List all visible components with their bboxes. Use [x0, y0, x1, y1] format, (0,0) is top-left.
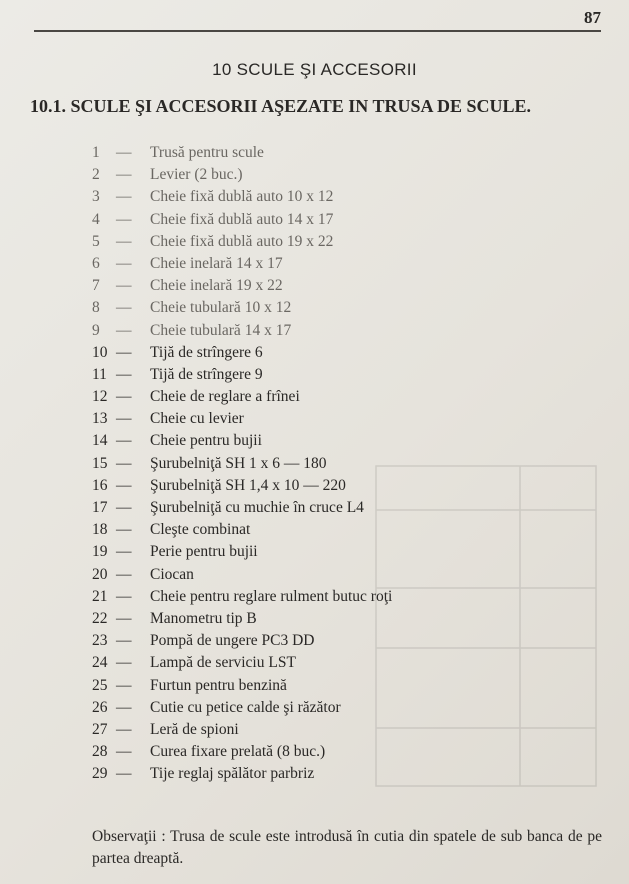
list-item — [92, 697, 612, 719]
item-dash: — — [116, 232, 132, 250]
item-number: 13 — [92, 410, 108, 428]
item-text: Cheie tubulară 14 x 17 — [150, 321, 292, 339]
item-text: Cheie fixă dublă auto 14 x 17 — [150, 210, 334, 228]
item-dash: — — [116, 254, 132, 272]
item-number: 15 — [92, 454, 108, 472]
item-text: Tije reglaj spălător parbriz — [150, 765, 315, 783]
item-dash: — — [116, 565, 132, 583]
item-number: 5 — [92, 232, 100, 250]
item-number: 11 — [92, 365, 107, 383]
item-number: 19 — [92, 543, 108, 561]
list-item — [92, 408, 612, 430]
item-dash: — — [116, 454, 132, 472]
item-number: 29 — [92, 765, 108, 783]
item-text: Cheie fixă dublă auto 19 x 22 — [150, 232, 334, 250]
item-number: 14 — [92, 432, 108, 450]
list-item — [92, 741, 612, 763]
item-number: 2 — [92, 166, 100, 184]
item-text: Tijă de strîngere 6 — [150, 343, 263, 361]
item-text: Şurubelniţă SH 1,4 x 10 — 220 — [150, 476, 346, 494]
item-dash: — — [116, 144, 132, 161]
item-text: Cutie cu petice calde şi răzător — [150, 698, 341, 716]
list-item — [92, 475, 612, 497]
item-dash: — — [116, 765, 132, 783]
item-dash: — — [116, 521, 132, 539]
item-number: 28 — [92, 743, 108, 761]
item-text: Cheie pentru reglare rulment butuc roţi — [150, 587, 393, 605]
item-dash: — — [116, 188, 132, 206]
item-text: Lampă de serviciu LST — [150, 654, 296, 672]
item-dash: — — [116, 632, 132, 650]
list-item — [92, 386, 612, 408]
item-text: Manometru tip B — [150, 609, 257, 627]
item-text: Cleşte combinat — [150, 521, 251, 539]
item-dash: — — [116, 676, 132, 694]
header-rule — [34, 30, 601, 32]
item-text: Leră de spioni — [150, 720, 239, 738]
item-number: 18 — [92, 521, 108, 539]
list-item — [92, 719, 612, 741]
item-text: Cheie pentru bujii — [150, 432, 262, 450]
item-dash: — — [116, 654, 132, 672]
item-number: 24 — [92, 654, 108, 672]
item-dash: — — [116, 587, 132, 605]
item-dash: — — [116, 410, 132, 428]
item-text: Levier (2 buc.) — [150, 166, 243, 184]
item-number: 20 — [92, 565, 108, 583]
item-dash: — — [116, 720, 132, 738]
item-text: Pompă de ungere PC3 DD — [150, 632, 315, 650]
list-item — [92, 430, 612, 452]
item-dash: — — [116, 343, 132, 361]
item-text: Ciocan — [150, 565, 194, 583]
observations-note: Observaţii : Trusa de scule este introdusă în cutia din spatele de sub banca de pe partea dreaptă. — [92, 828, 602, 867]
item-dash: — — [116, 698, 132, 716]
item-text: Tijă de strîngere 9 — [150, 365, 263, 383]
list-item — [92, 497, 612, 519]
item-dash: — — [116, 499, 132, 516]
item-dash: — — [116, 476, 132, 494]
item-text: Şurubelniţă cu muchie în cruce L4 — [150, 499, 364, 516]
item-text: Cheie cu levier — [150, 410, 244, 428]
item-number: 23 — [92, 632, 108, 650]
list-item — [92, 453, 612, 475]
item-text: Cheie tubulară 10 x 12 — [150, 299, 292, 317]
item-number: 8 — [92, 299, 100, 317]
list-item — [92, 253, 612, 275]
item-number: 17 — [92, 499, 108, 516]
list-item — [92, 586, 612, 608]
page-number: 87 — [584, 8, 601, 27]
item-dash: — — [116, 321, 132, 339]
item-number: 12 — [92, 388, 108, 406]
item-number: 4 — [92, 210, 100, 228]
list-item — [92, 675, 612, 697]
item-number: 21 — [92, 587, 108, 605]
list-item — [92, 763, 612, 785]
item-text: Şurubelniţă SH 1 x 6 — 180 — [150, 454, 327, 472]
item-dash: — — [116, 743, 132, 761]
item-dash: — — [116, 277, 132, 295]
item-number: 3 — [92, 188, 100, 206]
item-dash: — — [116, 365, 132, 383]
item-number: 7 — [92, 277, 100, 295]
list-item — [92, 564, 612, 586]
item-dash: — — [116, 543, 132, 561]
list-item — [92, 652, 612, 674]
list-item — [92, 231, 612, 253]
item-number: 1 — [92, 144, 100, 161]
item-dash: — — [116, 299, 132, 317]
list-item — [92, 608, 612, 630]
list-item — [92, 186, 612, 208]
item-number: 26 — [92, 698, 108, 716]
list-item — [92, 541, 612, 563]
list-item — [92, 209, 612, 231]
item-number: 25 — [92, 676, 108, 694]
list-item — [92, 320, 612, 342]
item-number: 22 — [92, 609, 108, 627]
tool-list — [92, 142, 612, 785]
item-dash: — — [116, 166, 132, 184]
item-number: 10 — [92, 343, 108, 361]
item-dash: — — [116, 210, 132, 228]
item-number: 16 — [92, 476, 108, 494]
item-dash: — — [116, 609, 132, 627]
item-text: Trusă pentru scule — [150, 144, 264, 161]
chapter-title: 10 SCULE ŞI ACCESORII — [212, 60, 417, 79]
item-text: Curea fixare prelată (8 buc.) — [150, 743, 326, 761]
item-text: Cheie fixă dublă auto 10 x 12 — [150, 188, 334, 206]
item-number: 27 — [92, 720, 108, 738]
list-item — [92, 164, 612, 186]
list-item — [92, 364, 612, 386]
item-text: Perie pentru bujii — [150, 543, 258, 561]
list-item — [92, 519, 612, 541]
item-text: Furtun pentru benzină — [150, 676, 287, 694]
item-number: 6 — [92, 254, 100, 272]
list-item — [92, 142, 612, 164]
item-dash: — — [116, 388, 132, 406]
item-number: 9 — [92, 321, 100, 339]
section-title: 10.1. SCULE ŞI ACCESORII AŞEZATE IN TRUSA DE SCULE. — [30, 96, 531, 116]
item-text: Cheie inelară 14 x 17 — [150, 254, 283, 272]
item-text: Cheie inelară 19 x 22 — [150, 277, 283, 295]
list-item — [92, 630, 612, 652]
list-item — [92, 342, 612, 364]
item-text: Cheie de reglare a frînei — [150, 388, 300, 406]
list-item — [92, 297, 612, 319]
list-item — [92, 275, 612, 297]
item-dash: — — [116, 432, 132, 450]
